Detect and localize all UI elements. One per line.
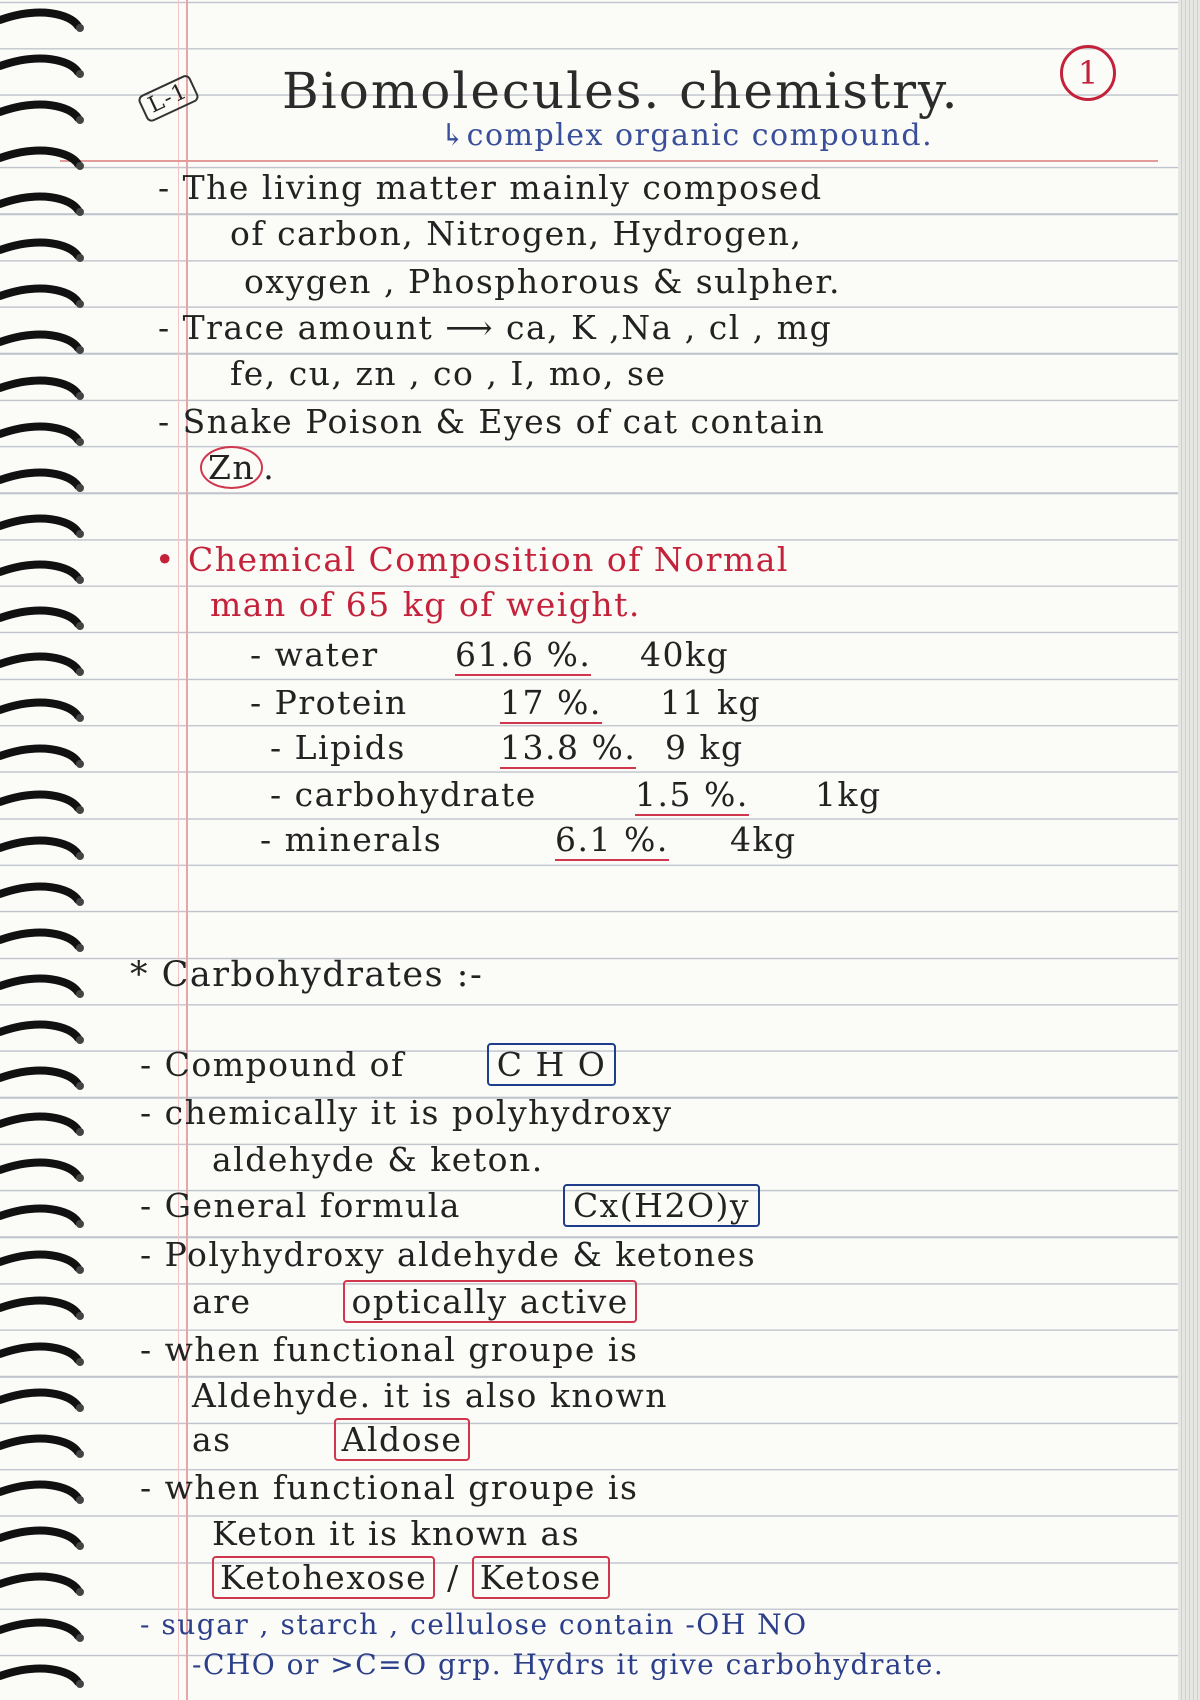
spiral-ring	[0, 1577, 78, 1590]
spiral-hole	[76, 760, 84, 768]
spiral-ring	[0, 335, 78, 348]
spiral-hole	[76, 1496, 84, 1504]
carb-line-8: Aldehyde. it is also known	[192, 1376, 668, 1415]
carb-line-9-text: as	[192, 1420, 232, 1459]
composition-label: - Lipids	[270, 728, 406, 767]
spiral-hole	[76, 70, 84, 78]
spiral-hole	[76, 346, 84, 354]
composition-percent: 1.5 %.	[635, 775, 749, 814]
spiral-hole	[76, 530, 84, 538]
spiral-ring	[0, 749, 78, 762]
spiral-ring	[0, 243, 78, 256]
spiral-hole	[76, 1634, 84, 1642]
spiral-ring	[0, 841, 78, 854]
spiral-hole	[76, 1220, 84, 1228]
intro-line-7	[200, 448, 275, 487]
spiral-hole	[76, 1174, 84, 1182]
spiral-hole	[76, 300, 84, 308]
carbohydrates-heading: * Carbohydrates :-	[130, 955, 484, 995]
spiral-ring	[0, 1301, 78, 1314]
spiral-hole	[76, 990, 84, 998]
spiral-hole	[76, 714, 84, 722]
ketose-box: Ketose	[472, 1556, 610, 1599]
composition-label: - water	[250, 635, 379, 674]
spiral-hole	[76, 1404, 84, 1412]
spiral-hole	[76, 1082, 84, 1090]
carb-line-12	[212, 1558, 610, 1597]
spiral-hole	[76, 806, 84, 814]
composition-label: - Protein	[250, 683, 408, 722]
spiral-ring	[0, 1255, 78, 1268]
spiral-ring	[0, 1623, 78, 1636]
spiral-hole	[76, 162, 84, 170]
spiral-hole	[76, 898, 84, 906]
spiral-ring	[0, 473, 78, 486]
spiral-hole	[76, 944, 84, 952]
spiral-hole	[76, 668, 84, 676]
carb-line-6-text: are	[192, 1282, 252, 1321]
page-edge-stack	[1178, 0, 1200, 1700]
page-number: 1	[1060, 45, 1116, 101]
spiral-hole	[76, 1588, 84, 1596]
composition-percent: 6.1 %.	[555, 820, 669, 859]
composition-heading-2: man of 65 kg of weight.	[210, 585, 641, 624]
spiral-ring	[0, 887, 78, 900]
composition-label: - minerals	[260, 820, 443, 859]
general-formula-box: Cx(H2O)y	[563, 1184, 760, 1227]
spiral-ring	[0, 1209, 78, 1222]
spiral-hole	[76, 852, 84, 860]
carb-line-9	[192, 1420, 470, 1459]
spiral-ring	[0, 1531, 78, 1544]
carb-line-7: - when functional groupe is	[140, 1330, 639, 1369]
carb-line-3: aldehyde & keton.	[212, 1140, 544, 1179]
intro-line-2: of carbon, Nitrogen, Hydrogen,	[230, 214, 803, 253]
intro-line-4: - Trace amount ⟶ ca, K ,Na , cl , mg	[158, 308, 833, 347]
spiral-hole	[76, 1036, 84, 1044]
spiral-ring	[0, 289, 78, 302]
spiral-hole	[76, 1358, 84, 1366]
composition-mass: 1kg	[815, 775, 882, 814]
spiral-hole	[76, 1450, 84, 1458]
spiral-ring	[0, 1025, 78, 1038]
carb-line-6	[192, 1282, 637, 1321]
carb-line-12-sep: /	[447, 1558, 460, 1597]
spiral-ring	[0, 1669, 78, 1682]
composition-percent: 13.8 %.	[500, 728, 637, 767]
carb-line-14: -CHO or >C=O grp. Hydrs it give carbohydrate.	[192, 1648, 945, 1681]
spiral-ring	[0, 1071, 78, 1084]
spiral-ring	[0, 59, 78, 72]
composition-mass: 40kg	[640, 635, 730, 674]
spiral-hole	[76, 116, 84, 124]
spiral-hole	[76, 208, 84, 216]
spiral-ring	[0, 657, 78, 670]
carb-line-2: - chemically it is polyhydroxy	[140, 1093, 673, 1132]
spiral-hole	[76, 1312, 84, 1320]
spiral-binding	[0, 0, 90, 1700]
page-title: Biomolecules. chemistry.	[282, 62, 960, 120]
title-rule	[60, 160, 1158, 162]
spiral-ring	[0, 519, 78, 532]
spiral-ring	[0, 381, 78, 394]
spiral-hole	[76, 1542, 84, 1550]
spiral-ring	[0, 611, 78, 624]
spiral-ring	[0, 1117, 78, 1130]
spiral-ring	[0, 979, 78, 992]
spiral-hole	[76, 576, 84, 584]
spiral-ring	[0, 565, 78, 578]
spiral-ring	[0, 1485, 78, 1498]
spiral-ring	[0, 1163, 78, 1176]
spiral-hole	[76, 484, 84, 492]
spiral-hole	[76, 1680, 84, 1688]
spiral-hole	[76, 392, 84, 400]
carb-line-13: - sugar , starch , cellulose contain -OH NO	[140, 1608, 808, 1641]
ketohexose-box: Ketohexose	[212, 1556, 435, 1599]
carb-line-4	[140, 1186, 760, 1225]
spiral-ring	[0, 151, 78, 164]
intro-line-6: - Snake Poison & Eyes of cat contain	[158, 402, 826, 441]
composition-mass: 9 kg	[665, 728, 744, 767]
spiral-ring	[0, 703, 78, 716]
composition-mass: 11 kg	[660, 683, 762, 722]
spiral-ring	[0, 795, 78, 808]
intro-line-1: - The living matter mainly composed	[158, 168, 823, 207]
carb-line-11: Keton it is known as	[212, 1514, 581, 1553]
carb-line-1-text: - Compound of	[140, 1045, 405, 1084]
spiral-hole	[76, 254, 84, 262]
margin-line-inner	[178, 0, 179, 1700]
spiral-ring	[0, 1347, 78, 1360]
spiral-hole	[76, 622, 84, 630]
zinc-circled: Zn	[200, 446, 263, 489]
spiral-hole	[76, 438, 84, 446]
intro-line-7-rest: .	[263, 448, 276, 487]
spiral-ring	[0, 1439, 78, 1452]
optically-active-box: optically active	[343, 1280, 636, 1323]
spiral-ring	[0, 197, 78, 210]
cho-box: C H O	[487, 1043, 617, 1086]
aldose-box: Aldose	[334, 1418, 471, 1461]
spiral-hole	[76, 1128, 84, 1136]
spiral-hole	[76, 1266, 84, 1274]
composition-label: - carbohydrate	[270, 775, 537, 814]
margin-line	[186, 0, 188, 1700]
composition-mass: 4kg	[730, 820, 797, 859]
page-subtitle: ↳complex organic compound.	[440, 118, 934, 153]
spiral-hole	[76, 24, 84, 32]
composition-heading-1: • Chemical Composition of Normal	[155, 540, 789, 579]
carb-line-5: - Polyhydroxy aldehyde & ketones	[140, 1235, 757, 1274]
spiral-ring	[0, 1393, 78, 1406]
spiral-ring	[0, 105, 78, 118]
carb-line-10: - when functional groupe is	[140, 1468, 639, 1507]
composition-percent: 61.6 %.	[455, 635, 592, 674]
spiral-ring	[0, 13, 78, 26]
carb-line-1	[140, 1045, 616, 1084]
lecture-tag: L-1	[137, 73, 201, 123]
intro-line-3: oxygen , Phosphorous & sulpher.	[244, 262, 841, 301]
carb-line-4-text: - General formula	[140, 1186, 461, 1225]
spiral-ring	[0, 427, 78, 440]
spiral-ring	[0, 933, 78, 946]
intro-line-5: fe, cu, zn , co , I, mo, se	[230, 354, 667, 393]
composition-percent: 17 %.	[500, 683, 602, 722]
